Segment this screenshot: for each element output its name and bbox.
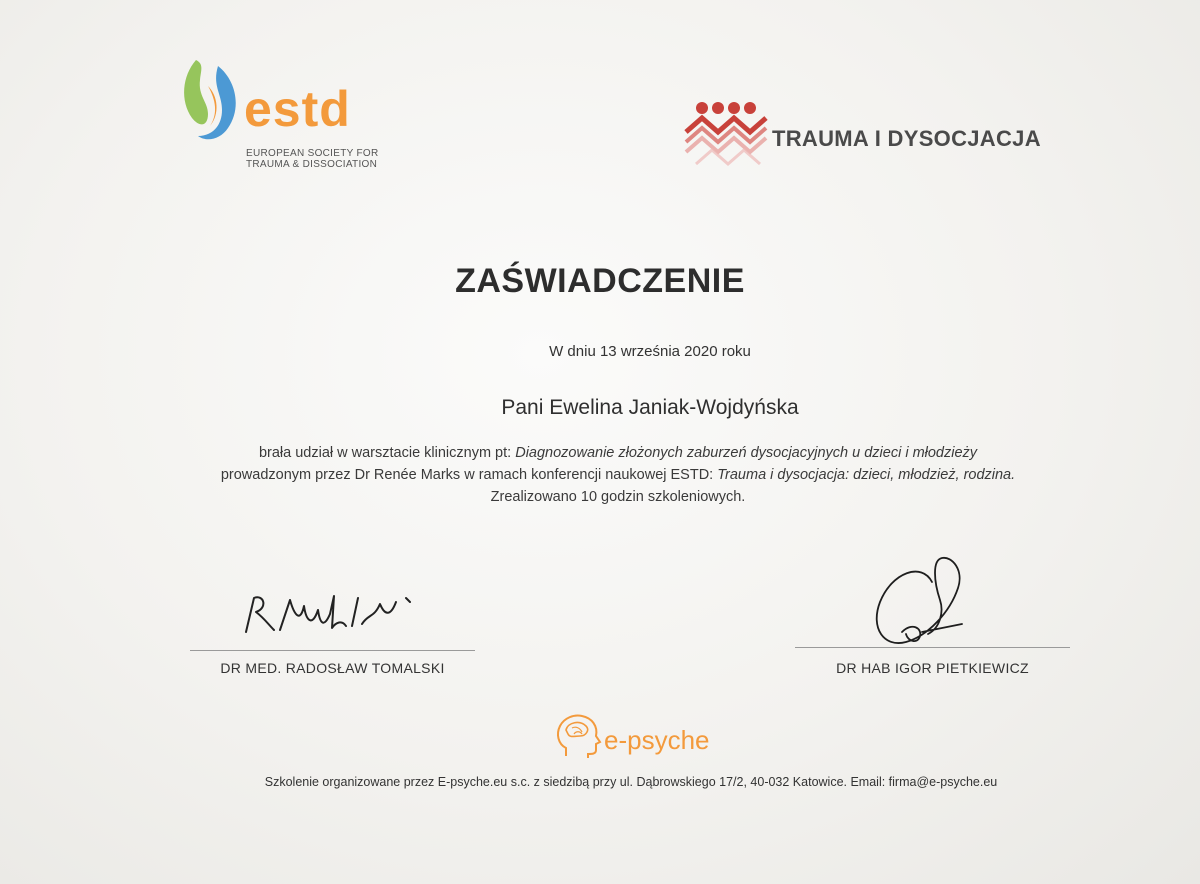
body-line-1 — [0, 442, 1200, 464]
signature-line-right — [795, 647, 1070, 648]
signature-right — [862, 552, 982, 652]
certificate-title: ZAŚWIADCZENIE — [455, 262, 745, 300]
estd-subtitle-line1: EUROPEAN SOCIETY FOR — [246, 148, 379, 159]
body-line-2 — [0, 464, 1200, 486]
trauma-dysocjacja-logo — [682, 100, 1082, 170]
signature-left — [234, 584, 434, 644]
estd-logo — [178, 56, 398, 176]
signature-line-left — [190, 650, 475, 651]
recipient-name: Pani Ewelina Janiak-Wojdyńska — [501, 396, 799, 419]
people-chain-icon — [682, 100, 772, 170]
epsyche-wordmark: e-psyche — [604, 725, 710, 755]
epsyche-logo — [552, 712, 752, 762]
body-line-1-prefix: brała udział w warsztacie klinicznym pt: — [258, 445, 516, 461]
signatory-right-name: DR HAB IGOR PIETKIEWICZ — [836, 660, 1029, 676]
workshop-title: Diagnozowanie złożonych zaburzeń dysocjacyjnych u dzieci i młodzieży — [515, 445, 978, 461]
body-line-3: Zrealizowano 10 godzin szkoleniowych. — [490, 489, 746, 505]
certificate-date: W dniu 13 września 2020 roku — [549, 343, 751, 360]
trauma-wordmark: TRAUMA I DYSOCJACJA — [772, 126, 1041, 151]
body-line-2-prefix: prowadzonym przez Dr Renée Marks w ramach konferencji naukowej ESTD: — [220, 467, 718, 483]
conference-title: Trauma i dysocjacja: dzieci, młodzież, rodzina. — [717, 467, 1016, 483]
certificate-body — [0, 442, 1200, 508]
estd-swirl-icon — [178, 56, 248, 146]
estd-subtitle-line2: TRAUMA & DISSOCIATION — [246, 159, 378, 170]
estd-wordmark: estd — [244, 81, 351, 137]
organizer-footer: Szkolenie organizowane przez E-psyche.eu s.c. z siedzibą przy ul. Dąbrowskiego 17/2, 40-032 Katowice. Email: firma@e-psyche.eu — [264, 775, 998, 789]
signatory-left-name: DR MED. RADOSŁAW TOMALSKI — [220, 660, 445, 676]
estd-subtitle — [246, 148, 379, 170]
head-brain-icon — [552, 712, 602, 762]
